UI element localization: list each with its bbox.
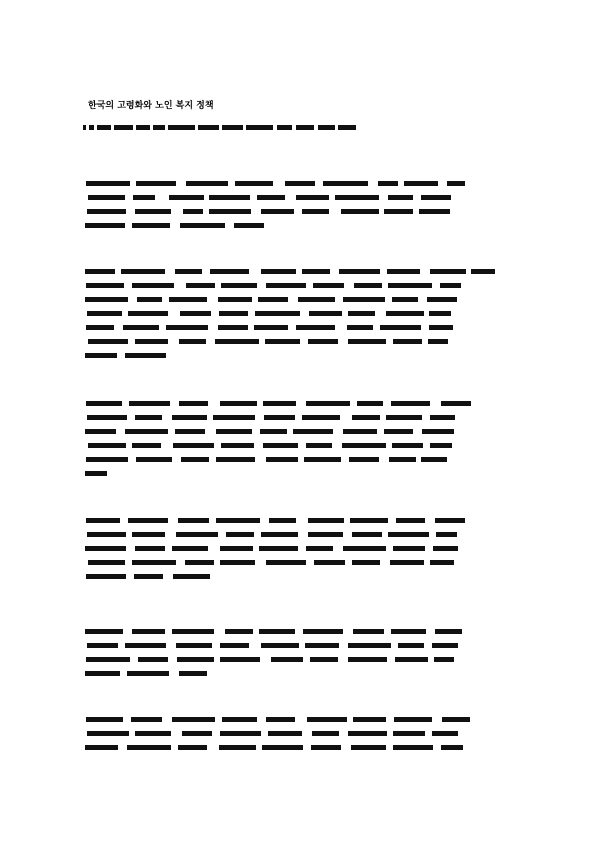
word-mark — [306, 443, 332, 448]
word-mark — [135, 415, 162, 420]
word-mark — [386, 415, 422, 420]
word-mark — [391, 629, 426, 634]
word-mark — [384, 209, 413, 214]
word-mark — [87, 731, 129, 736]
word-mark — [348, 643, 391, 648]
word-mark — [432, 731, 458, 736]
word-mark — [87, 532, 126, 537]
word-mark — [271, 657, 303, 662]
word-mark — [388, 283, 432, 288]
word-mark — [258, 297, 288, 302]
text-line — [83, 574, 513, 579]
word-mark — [135, 546, 165, 551]
word-mark — [85, 629, 123, 634]
word-mark — [132, 223, 170, 228]
word-mark — [222, 125, 243, 130]
word-mark — [433, 546, 458, 551]
word-mark — [435, 518, 465, 523]
word-mark — [136, 181, 176, 186]
word-mark — [311, 745, 341, 750]
word-mark — [304, 457, 341, 462]
word-mark — [166, 325, 208, 330]
word-mark — [132, 560, 176, 565]
word-mark — [314, 560, 345, 565]
word-mark — [218, 325, 248, 330]
word-mark — [348, 731, 387, 736]
word-mark — [88, 339, 128, 344]
word-mark — [138, 657, 168, 662]
word-mark — [198, 125, 219, 130]
word-mark — [386, 311, 424, 316]
word-mark — [133, 195, 155, 200]
word-mark — [259, 629, 295, 634]
word-mark — [447, 181, 465, 186]
word-mark — [135, 731, 171, 736]
text-line — [83, 339, 513, 344]
word-mark — [86, 283, 124, 288]
word-mark — [172, 629, 214, 634]
word-mark — [246, 125, 273, 130]
word-mark — [209, 209, 251, 214]
word-mark — [261, 532, 298, 537]
word-mark — [357, 401, 383, 406]
text-line — [83, 283, 513, 288]
text-line — [83, 311, 513, 316]
word-mark — [348, 657, 387, 662]
word-mark — [87, 643, 118, 648]
word-mark — [175, 269, 202, 274]
word-mark — [220, 560, 255, 565]
word-mark — [393, 745, 433, 750]
word-mark — [121, 269, 165, 274]
word-mark — [87, 311, 122, 316]
word-mark — [134, 574, 163, 579]
word-mark — [436, 532, 457, 537]
word-mark — [261, 643, 299, 648]
text-line — [83, 353, 513, 358]
word-mark — [422, 429, 454, 434]
word-mark — [127, 671, 169, 676]
word-mark — [263, 401, 296, 406]
word-mark — [263, 443, 298, 448]
word-mark — [269, 518, 296, 523]
word-mark — [442, 717, 470, 722]
word-mark — [429, 311, 451, 316]
word-mark — [348, 311, 375, 316]
word-mark — [266, 717, 295, 722]
word-mark — [178, 745, 207, 750]
word-mark — [86, 457, 128, 462]
word-mark — [341, 209, 379, 214]
word-mark — [136, 457, 172, 462]
word-mark — [471, 269, 495, 274]
word-mark — [216, 429, 252, 434]
word-mark — [213, 415, 255, 420]
word-mark — [86, 574, 126, 579]
word-mark — [85, 223, 125, 228]
word-mark — [266, 560, 306, 565]
word-mark — [220, 546, 253, 551]
word-mark — [114, 125, 133, 130]
word-mark — [169, 195, 204, 200]
word-mark — [261, 209, 294, 214]
word-mark — [181, 457, 209, 462]
word-mark — [178, 518, 209, 523]
word-mark — [434, 657, 454, 662]
word-mark — [430, 560, 454, 565]
word-mark — [215, 339, 259, 344]
word-mark — [219, 745, 256, 750]
word-mark — [351, 745, 386, 750]
word-mark — [335, 195, 379, 200]
word-mark — [129, 401, 170, 406]
word-mark — [306, 546, 333, 551]
word-mark — [441, 401, 471, 406]
word-mark — [338, 125, 356, 130]
text-line — [83, 546, 513, 551]
word-mark — [262, 745, 303, 750]
text-line — [83, 401, 513, 406]
word-mark — [132, 532, 165, 537]
word-mark — [354, 283, 382, 288]
word-mark — [172, 546, 208, 551]
body-paragraph — [83, 518, 513, 588]
word-mark — [219, 311, 248, 316]
word-mark — [440, 283, 461, 288]
text-line — [83, 457, 513, 462]
document-title: 한국의 고령화와 노인 복지 정책 — [88, 101, 214, 111]
word-mark — [352, 415, 380, 420]
word-mark — [349, 457, 379, 462]
word-mark — [186, 181, 228, 186]
word-mark — [430, 443, 452, 448]
text-line — [83, 671, 513, 676]
word-mark — [88, 195, 125, 200]
word-mark — [394, 717, 432, 722]
text-line — [83, 731, 513, 736]
word-mark — [234, 223, 264, 228]
word-mark — [430, 415, 455, 420]
word-mark — [388, 532, 429, 537]
word-mark — [296, 125, 314, 130]
word-mark — [221, 283, 257, 288]
text-line — [83, 518, 513, 523]
word-mark — [285, 181, 315, 186]
word-mark — [302, 269, 330, 274]
word-mark — [131, 717, 162, 722]
word-mark — [395, 657, 428, 662]
word-mark — [277, 125, 292, 130]
word-mark — [136, 125, 150, 130]
word-mark — [268, 731, 302, 736]
body-paragraph — [83, 629, 513, 685]
word-mark — [220, 401, 257, 406]
word-mark — [185, 560, 214, 565]
word-mark — [168, 125, 195, 130]
word-mark — [302, 415, 340, 420]
word-mark — [305, 643, 339, 648]
word-mark — [128, 311, 168, 316]
word-mark — [310, 657, 338, 662]
body-paragraph — [83, 181, 513, 237]
word-mark — [86, 717, 123, 722]
word-mark — [312, 731, 339, 736]
word-mark — [85, 546, 126, 551]
word-mark — [396, 518, 425, 523]
body-paragraph — [83, 401, 513, 485]
text-line — [83, 643, 513, 648]
text-line — [83, 297, 513, 302]
word-mark — [182, 731, 212, 736]
word-mark — [265, 339, 300, 344]
word-mark — [388, 195, 413, 200]
word-mark — [302, 209, 329, 214]
word-mark — [83, 125, 86, 130]
word-mark — [123, 325, 159, 330]
word-mark — [308, 339, 338, 344]
word-mark — [186, 283, 215, 288]
word-mark — [393, 731, 425, 736]
word-mark — [264, 415, 295, 420]
word-mark — [88, 443, 126, 448]
word-mark — [343, 429, 377, 434]
word-mark — [393, 339, 422, 344]
word-mark — [303, 629, 343, 634]
word-mark — [86, 657, 130, 662]
word-mark — [222, 717, 257, 722]
text-line — [83, 223, 513, 228]
word-mark — [132, 629, 165, 634]
word-mark — [180, 223, 225, 228]
word-mark — [318, 125, 335, 130]
word-mark — [387, 269, 420, 274]
word-mark — [173, 574, 210, 579]
text-line — [83, 181, 513, 186]
text-line — [83, 717, 513, 722]
word-mark — [135, 339, 168, 344]
word-mark — [180, 311, 211, 316]
word-mark — [125, 353, 166, 358]
word-mark — [392, 297, 418, 302]
word-mark — [220, 657, 260, 662]
word-mark — [132, 443, 161, 448]
word-mark — [391, 401, 430, 406]
word-mark — [137, 297, 162, 302]
word-mark — [441, 745, 463, 750]
word-mark — [128, 518, 168, 523]
word-mark — [183, 209, 203, 214]
word-mark — [85, 745, 118, 750]
text-line — [83, 269, 513, 274]
word-mark — [353, 629, 384, 634]
text-line — [83, 745, 513, 750]
word-mark — [85, 671, 120, 676]
word-mark — [85, 429, 116, 434]
body-paragraph — [83, 717, 513, 759]
word-mark — [323, 181, 368, 186]
word-mark — [85, 353, 117, 358]
word-mark — [343, 297, 385, 302]
word-mark — [435, 629, 462, 634]
word-mark — [313, 283, 344, 288]
word-mark — [132, 283, 174, 288]
word-mark — [179, 339, 206, 344]
word-mark — [296, 195, 329, 200]
word-mark — [393, 546, 425, 551]
word-mark — [352, 560, 380, 565]
word-mark — [85, 269, 115, 274]
word-mark — [88, 560, 125, 565]
word-mark — [86, 325, 114, 330]
word-mark — [429, 325, 453, 330]
word-mark — [210, 269, 249, 274]
word-mark — [175, 429, 205, 434]
word-mark — [220, 643, 249, 648]
word-mark — [87, 209, 126, 214]
word-mark — [177, 657, 214, 662]
word-mark — [260, 429, 287, 434]
word-mark — [380, 325, 421, 330]
word-mark — [390, 560, 424, 565]
word-mark — [266, 457, 298, 462]
word-mark — [209, 195, 250, 200]
text-line — [83, 415, 513, 420]
word-mark — [419, 209, 450, 214]
word-mark — [85, 471, 107, 476]
text-line — [83, 560, 513, 565]
word-mark — [350, 518, 388, 523]
word-mark — [176, 532, 218, 537]
word-mark — [392, 443, 423, 448]
word-mark — [261, 269, 296, 274]
word-mark — [125, 429, 168, 434]
text-line — [83, 429, 513, 434]
word-mark — [389, 457, 416, 462]
word-mark — [421, 195, 451, 200]
word-mark — [179, 671, 207, 676]
word-mark — [86, 181, 130, 186]
word-mark — [266, 283, 306, 288]
word-mark — [255, 311, 300, 316]
text-line — [83, 471, 513, 476]
word-mark — [308, 532, 343, 537]
word-mark — [427, 297, 457, 302]
word-mark — [87, 415, 127, 420]
word-mark — [298, 297, 335, 302]
word-mark — [259, 546, 298, 551]
word-mark — [176, 643, 212, 648]
word-mark — [173, 443, 214, 448]
word-mark — [308, 518, 344, 523]
word-mark — [307, 717, 347, 722]
word-mark — [235, 181, 273, 186]
word-mark — [352, 532, 382, 537]
word-mark — [97, 125, 111, 130]
word-mark — [293, 429, 333, 434]
text-line — [83, 657, 513, 662]
word-mark — [398, 643, 424, 648]
word-mark — [89, 125, 94, 130]
word-mark — [85, 297, 128, 302]
text-line — [83, 532, 513, 537]
word-mark — [343, 546, 386, 551]
word-mark — [86, 401, 122, 406]
word-mark — [172, 415, 207, 420]
word-mark — [348, 339, 386, 344]
word-mark — [404, 181, 438, 186]
word-mark — [216, 518, 260, 523]
word-mark — [430, 269, 466, 274]
text-line — [83, 629, 513, 634]
word-mark — [216, 457, 255, 462]
word-mark — [179, 401, 208, 406]
text-line — [83, 209, 513, 214]
word-mark — [421, 457, 447, 462]
text-line — [83, 325, 513, 330]
word-mark — [226, 532, 254, 537]
word-mark — [353, 717, 386, 722]
word-mark — [125, 643, 166, 648]
word-mark — [347, 325, 373, 330]
word-mark — [153, 125, 165, 130]
word-mark — [342, 443, 386, 448]
text-line — [83, 443, 513, 448]
word-mark — [127, 745, 171, 750]
word-mark — [169, 297, 207, 302]
word-mark — [428, 339, 448, 344]
word-mark — [254, 325, 288, 330]
word-mark — [220, 731, 261, 736]
text-line — [83, 195, 513, 200]
word-mark — [309, 311, 342, 316]
word-mark — [384, 429, 413, 434]
word-mark — [378, 181, 398, 186]
word-mark — [86, 518, 120, 523]
word-mark — [225, 629, 253, 634]
word-mark — [339, 269, 380, 274]
word-mark — [432, 643, 458, 648]
body-paragraph — [83, 269, 513, 367]
word-mark — [172, 717, 215, 722]
word-mark — [135, 209, 171, 214]
word-mark — [296, 325, 335, 330]
word-mark — [218, 297, 252, 302]
word-mark — [257, 195, 285, 200]
word-mark — [221, 443, 254, 448]
word-mark — [306, 401, 350, 406]
